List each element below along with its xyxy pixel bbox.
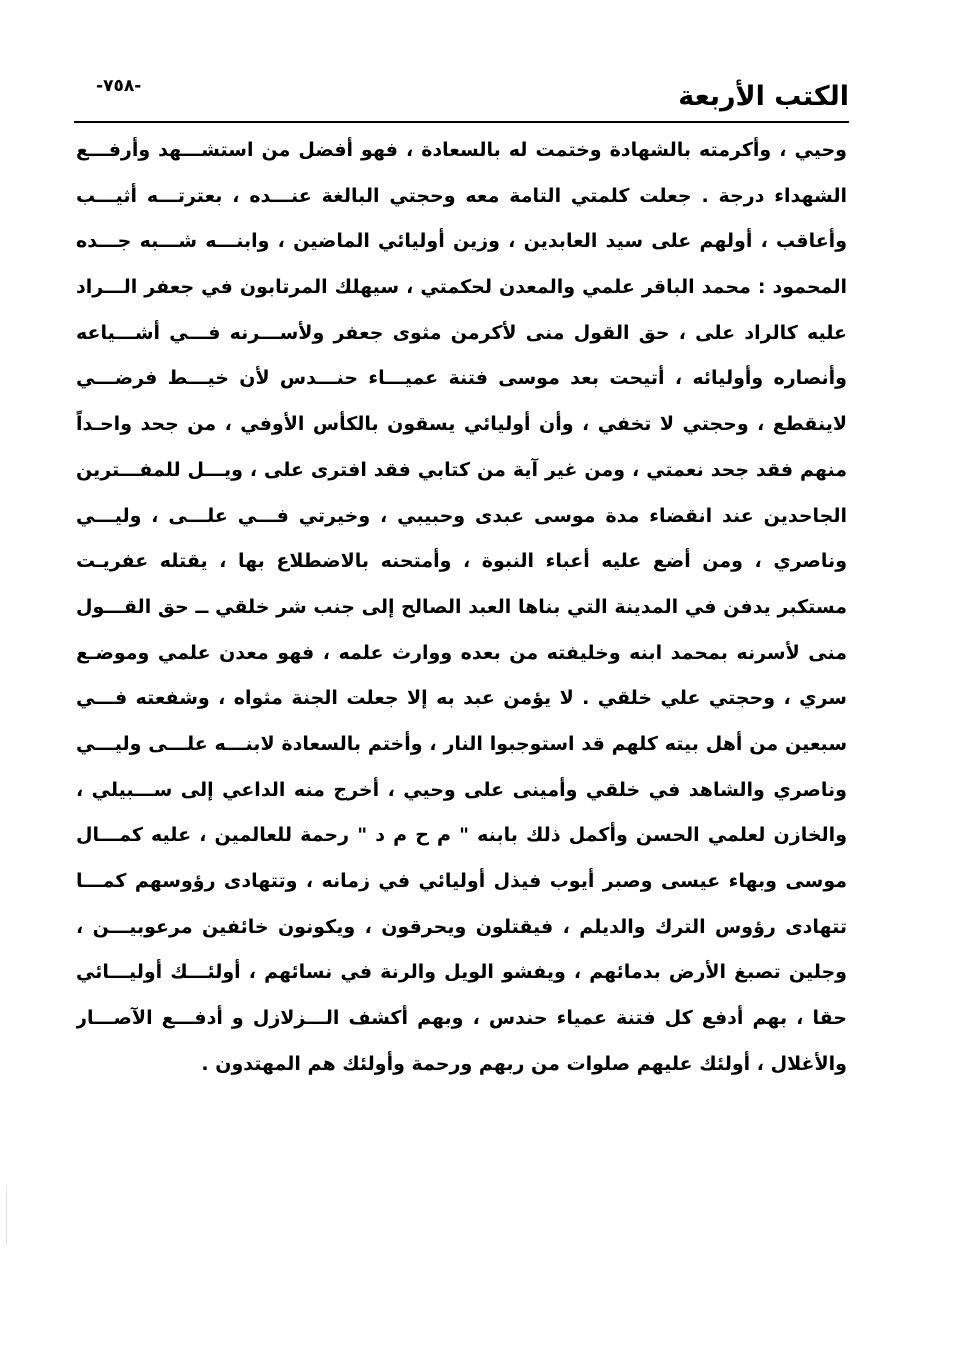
text-line: وأنصاره وأوليائه ، أتيحت بعد موسى فتنة عميـــاء حنـــدس لأن خيـــط فرضـــي <box>76 367 847 390</box>
text-line: مستكبر يدفن في المدينة التي بناها العبد الصالح إلى جنب شر خلقي ــ حق القـــول <box>76 595 847 618</box>
text-line: منهم فقد جحد نعمتي ، ومن غير آية من كتابي فقد افترى على ، ويـــل للمفـــترين <box>76 458 847 481</box>
header-rule <box>74 121 849 123</box>
text-line: موسى وبهاء عيسى وصبر أيوب فيذل أوليائي في زمانه ، وتتهادى رؤوسهم كمـــا <box>76 870 847 892</box>
text-line: عليه كالراد على ، حق القول منى لأكرمن مثوى جعفر ولأســـرنه فـــي أشـــياعه <box>76 321 847 344</box>
text-line: تتهادى رؤوس الترك والديلم ، فيقتلون ويحرقون ، ويكونون خائفين مرعوبيـــن ، <box>76 915 847 938</box>
page-header <box>74 70 849 120</box>
text-line: لاينقطع ، وحجتي لا تخفي ، وأن أوليائي يسقون بالكأس الأوفي ، من جحد واحـداً <box>76 413 847 436</box>
text-line: منى لأسرنه بمحمد ابنه وخليفته من بعده ووارث علمه ، فهو معدن علمي وموضـع <box>76 641 847 664</box>
text-line: المحمود : محمد الباقر علمي والمعدن لحكمتي ، سيهلك المرتابون في جعفر الـــراد <box>76 276 847 299</box>
text-line: الشهداء درجة . جعلت كلمتي التامة معه وحجتي البالغة عنـــده ، بعترتـــه أثيـــب <box>76 184 847 207</box>
text-line: وناصري ، ومن أضع عليه أعباء النبوة ، وأمتحنه بالاضطلاع بها ، يقتله عفريـت <box>76 550 847 573</box>
text-line: سري ، وحجتي علي خلقي . لا يؤمن عبد به إلا جعلت الجنة مثواه ، وشفعته فـــي <box>76 687 847 710</box>
text-line: وناصري والشاهد في خلقي وأمينى على وحيي ، أخرج منه الداعي إلى ســـبيلي ، <box>76 778 847 801</box>
text-line: سبعين من أهل بيته كلهم قد استوجبوا النار ، وأختم بالسعادة لابنـــه علـــى وليـــي <box>76 732 847 755</box>
text-line: وأعاقب ، أولهم على سيد العابدين ، وزين أوليائي الماضين ، وابنـــه شـــبه جـــده <box>76 230 847 253</box>
book-title: الكتب الأربعة <box>678 81 849 112</box>
scan-edge-mark <box>6 1185 7 1245</box>
text-line: الجاحدين عند انقضاء مدة موسى عبدى وحبيبي ، وخيرتي فـــي علـــى ، وليـــي <box>76 504 847 527</box>
text-line: وجلين تصبغ الأرض بدمائهم ، ويفشو الويل والرنة في نسائهم ، أولئـــك أوليـــائي <box>76 961 847 984</box>
text-line: حقا ، بهم أدفع كل فتنة عمياء حندس ، وبهم أكشف الـــزلازل و أدفـــع الآصـــار <box>76 1007 847 1030</box>
page-number: -٧٥٨- <box>96 76 142 96</box>
text-line-last: والأغلال ، أولئك عليهم صلوات من ربهم ورحمة وأولئك هم المهتدون . <box>201 1052 847 1075</box>
body-text <box>76 128 847 1087</box>
text-line: وحيي ، وأكرمته بالشهادة وختمت له بالسعادة ، فهو أفضل من استشـــهد وأرفـــع <box>76 139 847 161</box>
text-line: والخازن لعلمي الحسن وأكمل ذلك بابنه " م ح م د " رحمة للعالمين ، عليه كمـــال <box>76 824 847 847</box>
